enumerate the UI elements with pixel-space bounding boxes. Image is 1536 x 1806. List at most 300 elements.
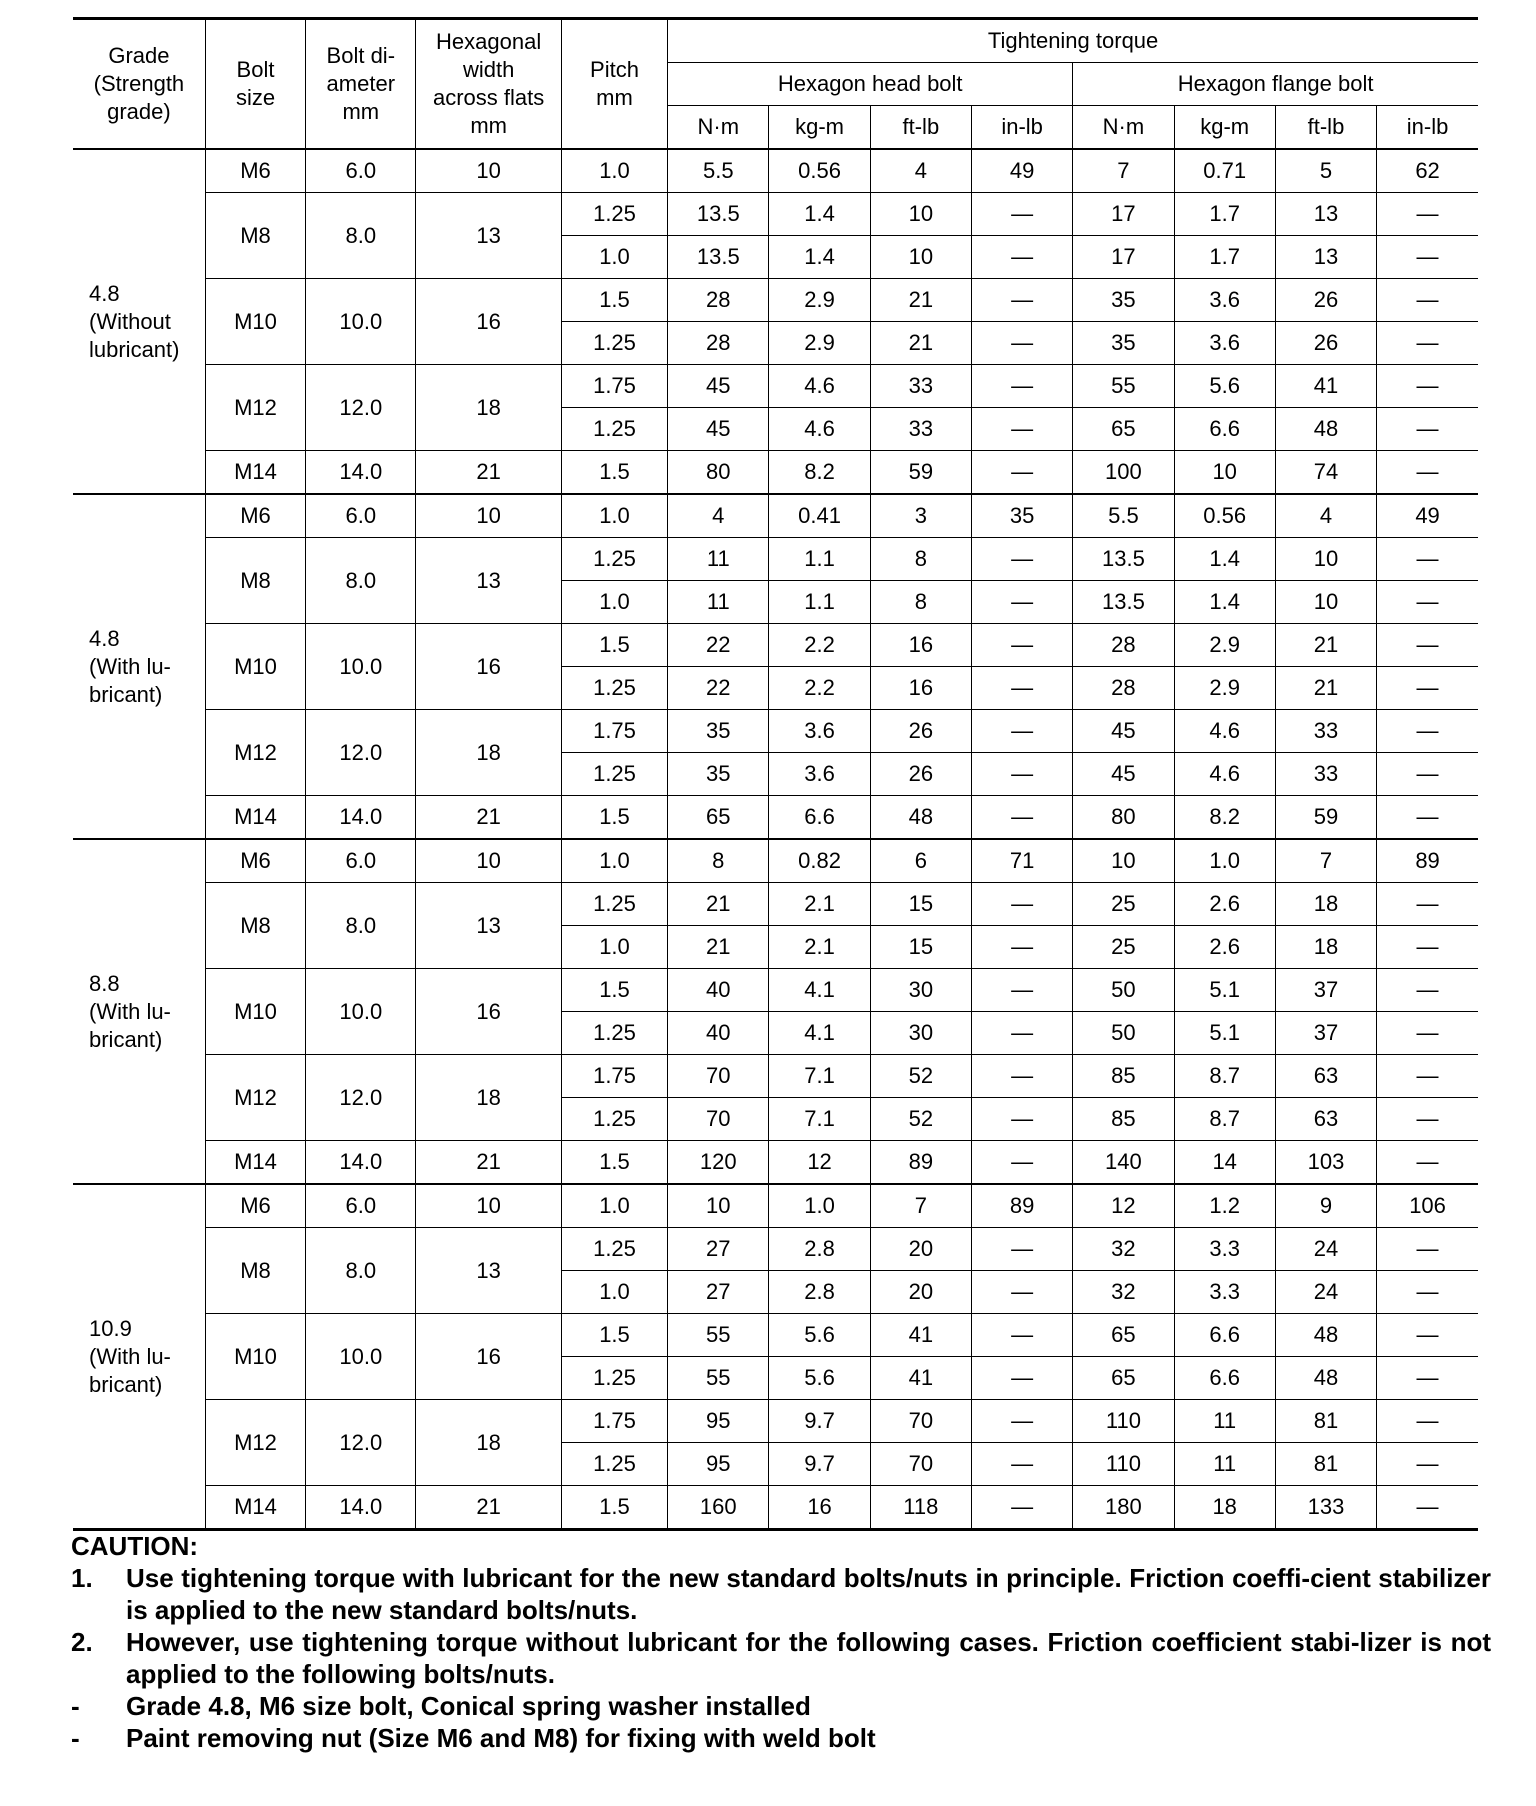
bolt-size-cell: M8 [205, 538, 305, 624]
bolt-diameter-cell: 6.0 [306, 839, 416, 883]
torque-value-cell: 22 [668, 624, 769, 667]
torque-value-cell: 28 [1073, 667, 1174, 710]
torque-value-cell: — [1377, 322, 1478, 365]
bolt-diameter-cell: 6.0 [306, 1184, 416, 1228]
torque-value-cell: 11 [668, 538, 769, 581]
torque-value-cell: 133 [1275, 1486, 1376, 1530]
header-unit: ft-lb [870, 106, 971, 150]
torque-value-cell: 40 [668, 1012, 769, 1055]
torque-value-cell: — [971, 451, 1072, 495]
torque-table [73, 17, 1478, 1531]
torque-value-cell: — [1377, 451, 1478, 495]
caution-item [71, 1690, 1491, 1722]
torque-value-cell: 26 [1275, 322, 1376, 365]
torque-value-cell: — [971, 1228, 1072, 1271]
torque-value-cell: 59 [870, 451, 971, 495]
torque-value-cell: 25 [1073, 883, 1174, 926]
torque-value-cell: 7 [1073, 149, 1174, 193]
torque-value-cell: 5 [1275, 149, 1376, 193]
hex-width-cell: 13 [416, 1228, 561, 1314]
torque-value-cell: 4.6 [769, 365, 870, 408]
torque-value-cell: 80 [1073, 796, 1174, 840]
torque-value-cell: 20 [870, 1271, 971, 1314]
torque-value-cell: 24 [1275, 1228, 1376, 1271]
torque-value-cell: 2.8 [769, 1271, 870, 1314]
torque-value-cell: 8 [668, 839, 769, 883]
torque-value-cell: — [1377, 1228, 1478, 1271]
torque-value-cell: 2.9 [1174, 624, 1275, 667]
header-unit: kg-m [769, 106, 870, 150]
torque-value-cell: 21 [668, 883, 769, 926]
torque-value-cell: 18 [1275, 883, 1376, 926]
torque-value-cell: 32 [1073, 1228, 1174, 1271]
pitch-cell: 1.25 [561, 1098, 667, 1141]
bolt-size-cell: M10 [205, 1314, 305, 1400]
bolt-diameter-cell: 12.0 [306, 1400, 416, 1486]
torque-value-cell: — [971, 408, 1072, 451]
table-row [73, 710, 1478, 753]
bolt-diameter-cell: 14.0 [306, 451, 416, 495]
torque-value-cell: 52 [870, 1055, 971, 1098]
torque-value-cell: 15 [870, 926, 971, 969]
torque-value-cell: 9.7 [769, 1443, 870, 1486]
torque-value-cell: 81 [1275, 1443, 1376, 1486]
torque-value-cell: 5.6 [769, 1357, 870, 1400]
bolt-diameter-cell: 8.0 [306, 193, 416, 279]
torque-value-cell: 2.6 [1174, 883, 1275, 926]
torque-value-cell: — [1377, 1314, 1478, 1357]
bolt-size-cell: M14 [205, 1486, 305, 1530]
bolt-size-cell: M14 [205, 451, 305, 495]
table-row [73, 365, 1478, 408]
torque-value-cell: 4 [870, 149, 971, 193]
torque-value-cell: 45 [668, 408, 769, 451]
pitch-cell: 1.5 [561, 796, 667, 840]
torque-value-cell: 21 [1275, 624, 1376, 667]
torque-value-cell: 49 [971, 149, 1072, 193]
pitch-cell: 1.25 [561, 1012, 667, 1055]
torque-value-cell: — [971, 1271, 1072, 1314]
torque-value-cell: — [971, 1055, 1072, 1098]
torque-value-cell: 37 [1275, 969, 1376, 1012]
torque-value-cell: — [1377, 1486, 1478, 1530]
torque-value-cell: — [1377, 581, 1478, 624]
bolt-diameter-cell: 6.0 [306, 494, 416, 538]
bolt-diameter-cell: 10.0 [306, 969, 416, 1055]
torque-value-cell: 1.4 [1174, 538, 1275, 581]
table-row [73, 1314, 1478, 1357]
torque-value-cell: 10 [870, 193, 971, 236]
torque-value-cell: 15 [870, 883, 971, 926]
torque-value-cell: 45 [668, 365, 769, 408]
torque-value-cell: 7.1 [769, 1055, 870, 1098]
table-row [73, 1400, 1478, 1443]
pitch-cell: 1.75 [561, 365, 667, 408]
torque-value-cell: 10 [870, 236, 971, 279]
torque-value-cell: 8.2 [769, 451, 870, 495]
header-unit: N·m [1073, 106, 1174, 150]
table-row [73, 1228, 1478, 1271]
bolt-diameter-cell: 8.0 [306, 883, 416, 969]
table-row [73, 1486, 1478, 1530]
pitch-cell: 1.25 [561, 753, 667, 796]
torque-value-cell: — [971, 1357, 1072, 1400]
bolt-diameter-cell: 14.0 [306, 796, 416, 840]
pitch-cell: 1.0 [561, 1271, 667, 1314]
torque-value-cell: 5.6 [769, 1314, 870, 1357]
torque-value-cell: 5.6 [1174, 365, 1275, 408]
torque-value-cell: 17 [1073, 236, 1174, 279]
caution-item-text: However, use tightening torque without lubricant for the following cases. Friction coefficient stabi-lizer is not applied to the following bolts/nuts. [126, 1627, 1491, 1689]
bolt-size-cell: M6 [205, 149, 305, 193]
torque-value-cell: 41 [870, 1314, 971, 1357]
torque-value-cell: — [971, 538, 1072, 581]
torque-value-cell: — [1377, 926, 1478, 969]
torque-value-cell: 26 [870, 710, 971, 753]
torque-value-cell: — [971, 1400, 1072, 1443]
torque-value-cell: 110 [1073, 1443, 1174, 1486]
torque-value-cell: 63 [1275, 1055, 1376, 1098]
pitch-cell: 1.5 [561, 624, 667, 667]
torque-value-cell: — [1377, 365, 1478, 408]
torque-value-cell: 3 [870, 494, 971, 538]
torque-value-cell: 24 [1275, 1271, 1376, 1314]
torque-value-cell: 89 [1377, 839, 1478, 883]
pitch-cell: 1.5 [561, 279, 667, 322]
bolt-size-cell: M6 [205, 839, 305, 883]
torque-value-cell: 4 [1275, 494, 1376, 538]
torque-value-cell: 17 [1073, 193, 1174, 236]
torque-value-cell: 89 [870, 1141, 971, 1185]
grade-cell: 10.9 (With lu- bricant) [73, 1184, 205, 1530]
torque-value-cell: 2.8 [769, 1228, 870, 1271]
torque-value-cell: 1.0 [1174, 839, 1275, 883]
bolt-size-cell: M14 [205, 796, 305, 840]
torque-value-cell: 28 [1073, 624, 1174, 667]
table-body [73, 149, 1478, 1530]
torque-value-cell: 4.6 [769, 408, 870, 451]
table-row [73, 451, 1478, 495]
pitch-cell: 1.5 [561, 969, 667, 1012]
torque-value-cell: — [1377, 667, 1478, 710]
pitch-cell: 1.5 [561, 1141, 667, 1185]
torque-value-cell: 62 [1377, 149, 1478, 193]
torque-value-cell: 41 [870, 1357, 971, 1400]
pitch-cell: 1.0 [561, 149, 667, 193]
table-row [73, 538, 1478, 581]
torque-value-cell: 71 [971, 839, 1072, 883]
torque-value-cell: 33 [1275, 710, 1376, 753]
torque-value-cell: 4.6 [1174, 753, 1275, 796]
torque-value-cell: 33 [870, 365, 971, 408]
torque-value-cell: 8.7 [1174, 1098, 1275, 1141]
bolt-size-cell: M10 [205, 279, 305, 365]
torque-value-cell: — [1377, 753, 1478, 796]
pitch-cell: 1.5 [561, 451, 667, 495]
torque-value-cell: 48 [870, 796, 971, 840]
hex-width-cell: 10 [416, 149, 561, 193]
torque-value-cell: — [971, 796, 1072, 840]
torque-value-cell: 3.6 [769, 710, 870, 753]
bolt-size-cell: M12 [205, 710, 305, 796]
torque-value-cell: — [1377, 1357, 1478, 1400]
header-unit: ft-lb [1275, 106, 1376, 150]
torque-value-cell: — [971, 624, 1072, 667]
pitch-cell: 1.0 [561, 1184, 667, 1228]
torque-value-cell: 10 [668, 1184, 769, 1228]
torque-value-cell: — [1377, 1443, 1478, 1486]
header-grade: Grade (Strength grade) [73, 19, 205, 150]
torque-value-cell: 80 [668, 451, 769, 495]
torque-value-cell: 2.1 [769, 926, 870, 969]
torque-value-cell: 4.6 [1174, 710, 1275, 753]
torque-value-cell: 70 [668, 1098, 769, 1141]
caution-item-marker: 1. [71, 1563, 93, 1593]
torque-value-cell: 0.56 [1174, 494, 1275, 538]
hex-width-cell: 21 [416, 796, 561, 840]
torque-value-cell: 106 [1377, 1184, 1478, 1228]
torque-value-cell: 26 [1275, 279, 1376, 322]
torque-value-cell: 74 [1275, 451, 1376, 495]
torque-value-cell: 14 [1174, 1141, 1275, 1185]
torque-value-cell: 85 [1073, 1055, 1174, 1098]
torque-value-cell: 89 [971, 1184, 1072, 1228]
torque-value-cell: 4.1 [769, 969, 870, 1012]
torque-value-cell: — [971, 236, 1072, 279]
grade-cell: 4.8 (Without lubricant) [73, 149, 205, 494]
caution-title: CAUTION: [71, 1531, 199, 1561]
bolt-diameter-cell: 6.0 [306, 149, 416, 193]
torque-value-cell: 8.7 [1174, 1055, 1275, 1098]
torque-value-cell: 59 [1275, 796, 1376, 840]
torque-value-cell: — [971, 883, 1072, 926]
torque-value-cell: 0.56 [769, 149, 870, 193]
torque-value-cell: 28 [668, 279, 769, 322]
pitch-cell: 1.25 [561, 1443, 667, 1486]
torque-value-cell: 5.5 [1073, 494, 1174, 538]
caution-item [71, 1722, 1491, 1754]
torque-value-cell: 160 [668, 1486, 769, 1530]
pitch-cell: 1.25 [561, 1357, 667, 1400]
torque-value-cell: 50 [1073, 969, 1174, 1012]
torque-value-cell: 3.3 [1174, 1271, 1275, 1314]
torque-value-cell: 35 [668, 753, 769, 796]
torque-value-cell: 41 [1275, 365, 1376, 408]
torque-value-cell: 12 [1073, 1184, 1174, 1228]
hex-width-cell: 21 [416, 1486, 561, 1530]
torque-value-cell: 13.5 [668, 236, 769, 279]
torque-value-cell: 1.4 [769, 193, 870, 236]
bolt-diameter-cell: 14.0 [306, 1141, 416, 1185]
torque-value-cell: 5.1 [1174, 1012, 1275, 1055]
hex-width-cell: 10 [416, 494, 561, 538]
torque-value-cell: — [1377, 279, 1478, 322]
grade-cell: 4.8 (With lu- bricant) [73, 494, 205, 839]
torque-value-cell: 2.9 [1174, 667, 1275, 710]
torque-value-cell: — [971, 1012, 1072, 1055]
grade-cell: 8.8 (With lu- bricant) [73, 839, 205, 1184]
torque-value-cell: 35 [668, 710, 769, 753]
header-unit: N·m [668, 106, 769, 150]
torque-value-cell: — [971, 710, 1072, 753]
pitch-cell: 1.75 [561, 1400, 667, 1443]
torque-value-cell: — [971, 926, 1072, 969]
torque-value-cell: — [1377, 710, 1478, 753]
torque-value-cell: — [1377, 624, 1478, 667]
caution-item-marker: 2. [71, 1627, 93, 1657]
torque-value-cell: 35 [971, 494, 1072, 538]
torque-value-cell: 2.2 [769, 624, 870, 667]
torque-value-cell: 2.9 [769, 322, 870, 365]
torque-value-cell: 48 [1275, 1357, 1376, 1400]
torque-value-cell: 16 [769, 1486, 870, 1530]
pitch-cell: 1.25 [561, 538, 667, 581]
torque-value-cell: 35 [1073, 322, 1174, 365]
caution-item [71, 1562, 1491, 1626]
bolt-diameter-cell: 10.0 [306, 279, 416, 365]
table-row [73, 193, 1478, 236]
header-hex-width: Hexagonal width across flats mm [416, 19, 561, 150]
torque-value-cell: — [1377, 1055, 1478, 1098]
torque-value-cell: — [971, 322, 1072, 365]
hex-width-cell: 16 [416, 1314, 561, 1400]
bolt-size-cell: M8 [205, 883, 305, 969]
torque-value-cell: — [971, 1443, 1072, 1486]
torque-value-cell: 27 [668, 1271, 769, 1314]
header-hex-head-bolt: Hexagon head bolt [668, 63, 1073, 106]
table-row [73, 1055, 1478, 1098]
torque-value-cell: 65 [668, 796, 769, 840]
torque-value-cell: 48 [1275, 408, 1376, 451]
torque-value-cell: 81 [1275, 1400, 1376, 1443]
torque-value-cell: 13.5 [1073, 538, 1174, 581]
torque-value-cell: 5.5 [668, 149, 769, 193]
torque-value-cell: 0.71 [1174, 149, 1275, 193]
table-row [73, 1184, 1478, 1228]
hex-width-cell: 10 [416, 1184, 561, 1228]
torque-value-cell: 180 [1073, 1486, 1174, 1530]
torque-value-cell: 6.6 [769, 796, 870, 840]
torque-value-cell: 1.7 [1174, 193, 1275, 236]
pitch-cell: 1.75 [561, 710, 667, 753]
torque-value-cell: 6 [870, 839, 971, 883]
torque-value-cell: — [1377, 1400, 1478, 1443]
torque-value-cell: 6.6 [1174, 1357, 1275, 1400]
torque-value-cell: 100 [1073, 451, 1174, 495]
torque-value-cell: — [971, 1314, 1072, 1357]
torque-value-cell: 35 [1073, 279, 1174, 322]
torque-value-cell: 22 [668, 667, 769, 710]
torque-value-cell: — [1377, 1271, 1478, 1314]
caution-item-text: Paint removing nut (Size M6 and M8) for fixing with weld bolt [126, 1723, 876, 1753]
bolt-diameter-cell: 12.0 [306, 710, 416, 796]
torque-value-cell: — [971, 1486, 1072, 1530]
hex-width-cell: 16 [416, 624, 561, 710]
torque-value-cell: 3.6 [769, 753, 870, 796]
pitch-cell: 1.5 [561, 1486, 667, 1530]
caution-item-marker: - [71, 1691, 80, 1721]
bolt-size-cell: M12 [205, 1055, 305, 1141]
torque-value-cell: 2.2 [769, 667, 870, 710]
torque-value-cell: 1.2 [1174, 1184, 1275, 1228]
torque-value-cell: 13.5 [1073, 581, 1174, 624]
table-row [73, 883, 1478, 926]
bolt-diameter-cell: 12.0 [306, 1055, 416, 1141]
pitch-cell: 1.0 [561, 236, 667, 279]
torque-value-cell: 65 [1073, 1357, 1174, 1400]
torque-value-cell: 16 [870, 667, 971, 710]
torque-value-cell: 103 [1275, 1141, 1376, 1185]
torque-value-cell: 9 [1275, 1184, 1376, 1228]
torque-value-cell: 20 [870, 1228, 971, 1271]
torque-value-cell: 4 [668, 494, 769, 538]
torque-value-cell: — [971, 1141, 1072, 1185]
torque-value-cell: — [971, 753, 1072, 796]
torque-value-cell: 26 [870, 753, 971, 796]
torque-value-cell: 0.82 [769, 839, 870, 883]
bolt-size-cell: M12 [205, 1400, 305, 1486]
torque-value-cell: — [971, 1098, 1072, 1141]
torque-value-cell: 7 [1275, 839, 1376, 883]
bolt-diameter-cell: 12.0 [306, 365, 416, 451]
pitch-cell: 1.25 [561, 408, 667, 451]
torque-value-cell: — [971, 193, 1072, 236]
torque-value-cell: 21 [870, 279, 971, 322]
table-row [73, 494, 1478, 538]
torque-value-cell: 10 [1174, 451, 1275, 495]
torque-value-cell: — [971, 969, 1072, 1012]
bolt-diameter-cell: 8.0 [306, 538, 416, 624]
torque-value-cell: 6.6 [1174, 1314, 1275, 1357]
hex-width-cell: 21 [416, 451, 561, 495]
bolt-size-cell: M6 [205, 1184, 305, 1228]
torque-value-cell: 1.4 [1174, 581, 1275, 624]
pitch-cell: 1.25 [561, 667, 667, 710]
caution-item-marker: - [71, 1723, 80, 1753]
bolt-size-cell: M8 [205, 193, 305, 279]
torque-value-cell: 55 [1073, 365, 1174, 408]
bolt-size-cell: M10 [205, 969, 305, 1055]
torque-value-cell: 70 [668, 1055, 769, 1098]
pitch-cell: 1.25 [561, 193, 667, 236]
hex-width-cell: 18 [416, 1400, 561, 1486]
header-pitch: Pitch mm [561, 19, 667, 150]
torque-value-cell: 2.9 [769, 279, 870, 322]
torque-value-cell: — [1377, 796, 1478, 840]
torque-value-cell: 1.7 [1174, 236, 1275, 279]
torque-value-cell: 7 [870, 1184, 971, 1228]
header-unit: in-lb [971, 106, 1072, 150]
hex-width-cell: 10 [416, 839, 561, 883]
torque-value-cell: 118 [870, 1486, 971, 1530]
hex-width-cell: 18 [416, 710, 561, 796]
torque-value-cell: — [1377, 193, 1478, 236]
torque-value-cell: — [1377, 408, 1478, 451]
torque-value-cell: 28 [668, 322, 769, 365]
torque-value-cell: 3.6 [1174, 322, 1275, 365]
torque-value-cell: 21 [1275, 667, 1376, 710]
torque-value-cell: 120 [668, 1141, 769, 1185]
torque-value-cell: 21 [668, 926, 769, 969]
torque-value-cell: 21 [870, 322, 971, 365]
caution-item-text: Grade 4.8, M6 size bolt, Conical spring washer installed [126, 1691, 811, 1721]
hex-width-cell: 16 [416, 279, 561, 365]
bolt-diameter-cell: 10.0 [306, 624, 416, 710]
header-tightening-torque: Tightening torque [668, 19, 1478, 63]
torque-value-cell: — [971, 365, 1072, 408]
bolt-size-cell: M10 [205, 624, 305, 710]
torque-value-cell: 140 [1073, 1141, 1174, 1185]
